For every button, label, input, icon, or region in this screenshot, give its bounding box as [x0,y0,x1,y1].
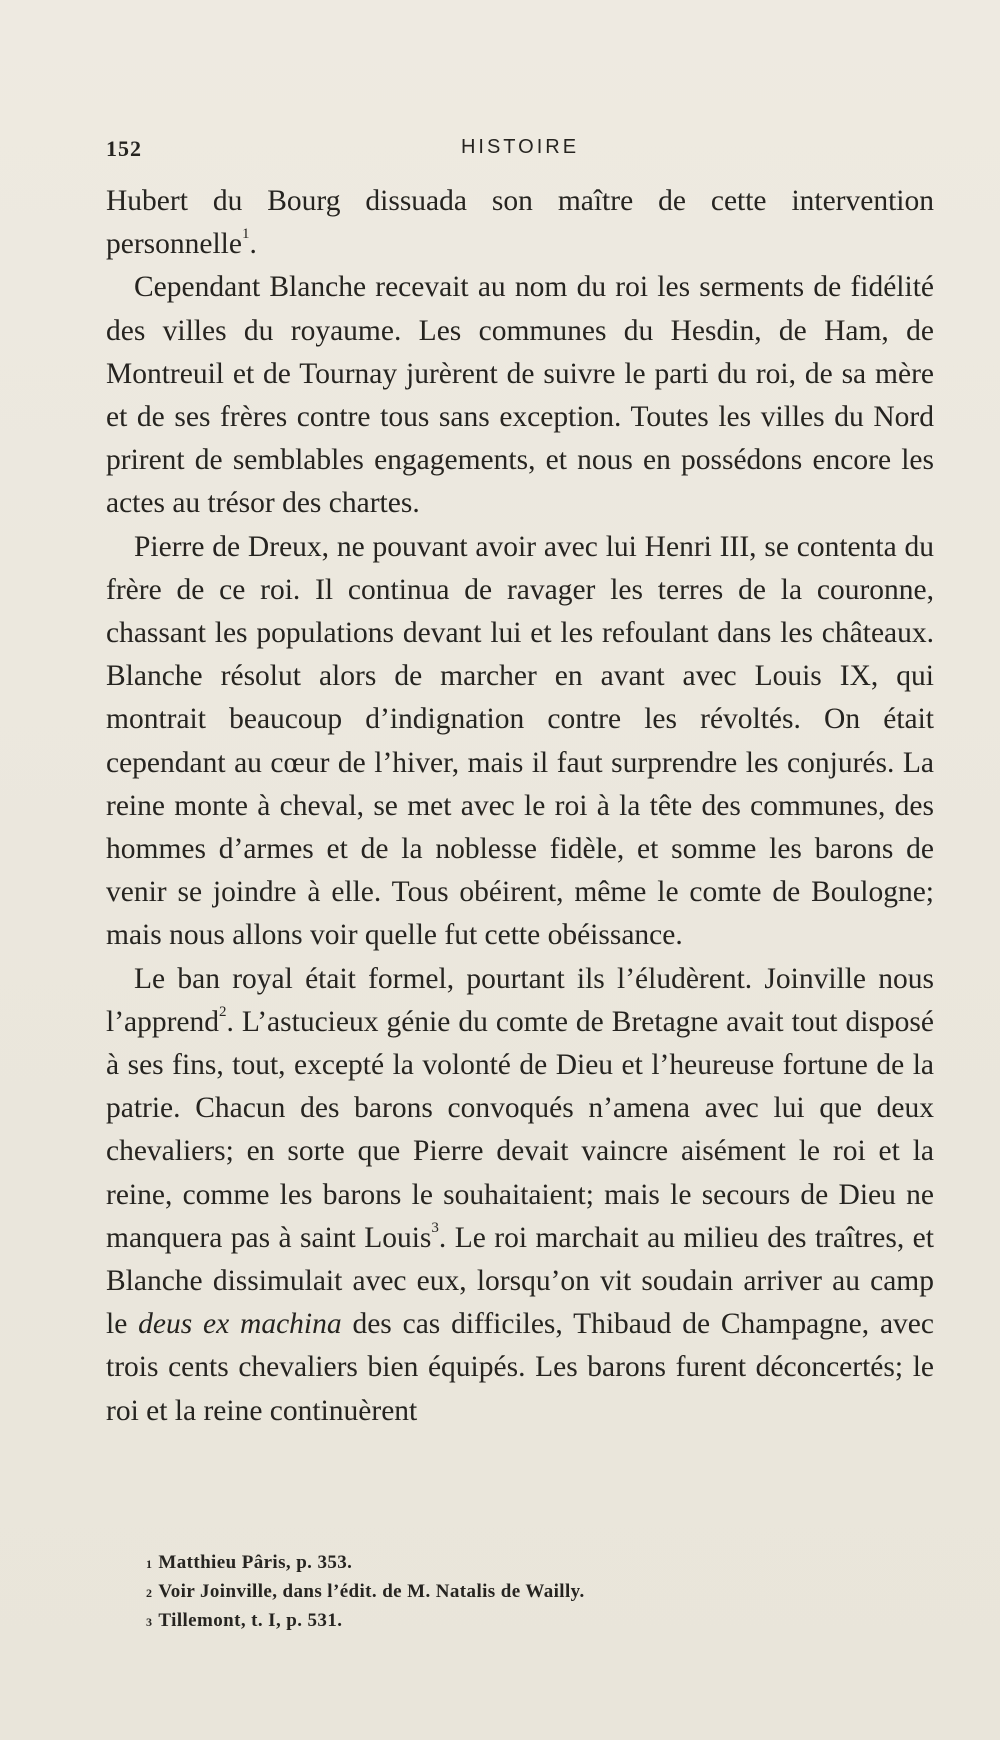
footnote-3 [146,1606,906,1635]
footnote-text: Voir Joinville, dans l’édit. de M. Natalis de Wailly. [158,1581,585,1602]
paragraph-4-part-b: . L’astucieux génie du comte de Bretagne avait tout disposé à ses fins, tout, excepté la volonté de Dieu et l’heureuse fortune de la patrie. Chacun des barons convoqués n’amena avec lui que deux chevaliers; en sorte que Pierre devait vaincre aisément le roi et la reine, comme les barons le souhaitaient; mais le secours de Dieu ne manquera pas à saint Louis [106,1005,934,1254]
footnote-ref-3: 3 [431,1219,439,1236]
footnotes [146,1548,906,1635]
paragraph-2: Cependant Blanche recevait au nom du roi les serments de fidélité des villes du royaume. Les communes du Hesdin, de Ham, de Montreuil et de Tournay jurèrent de suivre le parti du roi, de sa mère et de ses frères contre tous sans exception. Toutes les villes du Nord prirent de semblables engagements, et nous en possédons encore les actes au trésor des chartes. [106,271,934,520]
footnote-1 [146,1548,906,1577]
footnote-text: Tillemont, t. I, p. 531. [158,1610,343,1631]
footnote-ref-2: 2 [219,1003,227,1020]
paragraph-1 [106,180,934,266]
page-number: 152 [106,136,142,161]
paragraph-4 [106,958,934,1433]
footnote-2 [146,1577,906,1606]
footnote-mark: 2 [146,1586,153,1600]
footnote-ref-1: 1 [241,226,250,243]
footnote-mark: 3 [146,1615,153,1629]
paragraph-1-end: . [249,228,257,261]
footnote-text: Matthieu Pâris, p. 353. [158,1552,353,1573]
italic-phrase: deus ex machina [138,1308,342,1341]
paragraph-4-part-c: . Le roi marchait au milieu des traîtres, et Blanche dissimulait avec eux, lorsqu’on vit soudain arriver au camp le [106,1221,934,1341]
page-header [106,136,934,166]
running-title: HISTOIRE [460,136,580,158]
paragraph-1-text: Hubert du Bourg dissuada son maître de cette intervention personnelle [106,185,934,261]
paragraph-4-part-a: Le ban royal était formel, pourtant ils l’éludèrent. Joinville nous l’apprend [106,962,934,1038]
body-text [106,180,934,1433]
footnote-mark: 1 [146,1557,153,1571]
paragraph-3: Pierre de Dreux, ne pouvant avoir avec lui Henri III, se contenta du frère de ce roi. Il continua de ravager les terres de la couronne, chassant les populations devant lui et les refoulant dans les châteaux. Blanche résolut alors de marcher en avant avec Louis IX, qui montrait beaucoup d’indignation contre les révoltés. On était cependant au cœur de l’hiver, mais il faut surprendre les conjurés. La reine monte à cheval, se met avec le roi à la tête des communes, des hommes d’armes et de la noblesse fidèle, et somme les barons de venir se joindre à elle. Tous obéirent, même le comte de Boulogne; mais nous allons voir quelle fut cette obéissance. [106,530,934,952]
paragraph-4-part-d: des cas difficiles, Thibaud de Champagne, avec trois cents chevaliers bien équipés. Les barons furent déconcertés; le roi et la reine continuèrent [106,1308,934,1427]
